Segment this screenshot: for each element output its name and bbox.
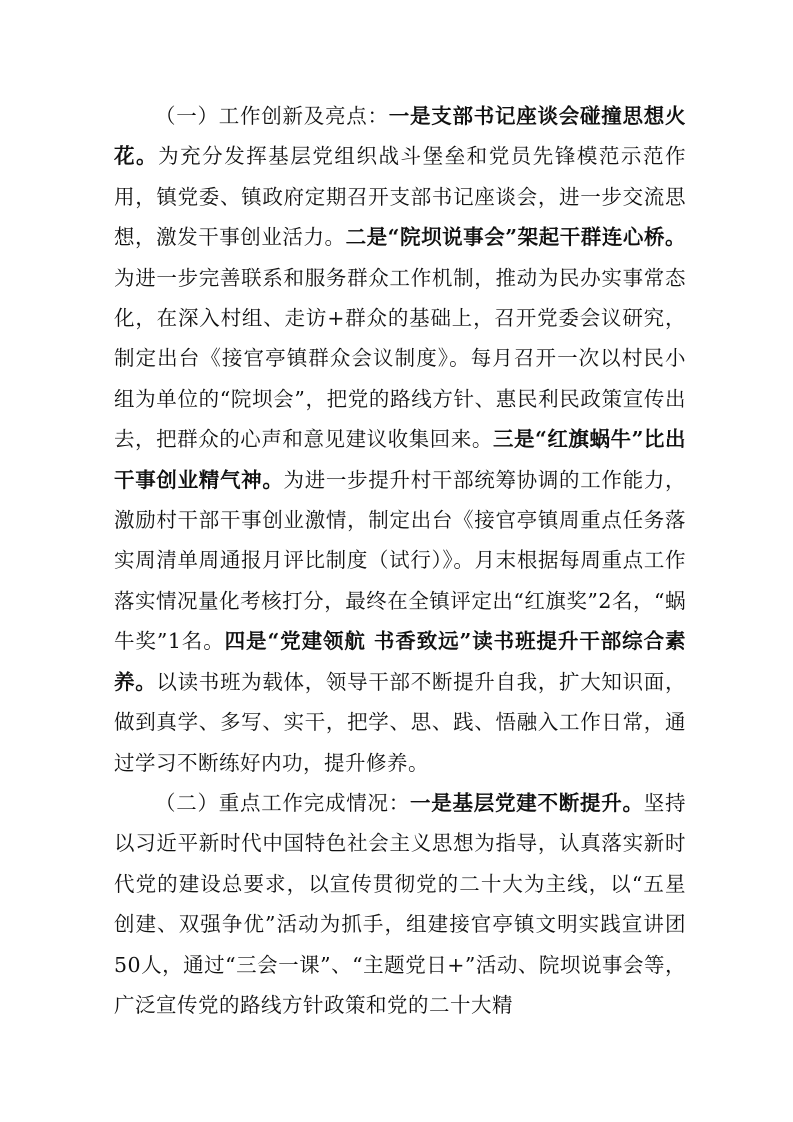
highlight-heading-4: 四是“党建领航 书香致远”读书班提升干部综合素养。 bbox=[114, 629, 686, 694]
body-text: 坚持以习近平新时代中国特色社会主义思想为指导，认真落实新时代党的建设总要求，以宣传贯彻党的二十大为主线，以“五星创建、双强争优”活动为抓手，组建接官亭镇文明实践宣讲团50人，通过“三会一课”、“主题党日+”活动、院坝说事会等，广泛宣传党的路线方针政策和党的二十大精 bbox=[114, 790, 686, 1017]
highlight-heading-1: 一是支部书记座谈会碰撞思想火花。 bbox=[114, 104, 686, 169]
body-text: 为充分发挥基层党组织战斗堡垒和党员先锋模范示范作用，镇党委、镇政府定期召开支部书记座谈会，进一步交流思想，激发干事创业活力。 bbox=[114, 144, 687, 250]
paragraph-key-work bbox=[114, 783, 686, 1025]
body-text: 以读书班为载体，领导干部不断提升自我，扩大知识面，做到真学、多写、实干，把学、思、践、悟融入工作日常，通过学习不断练好内功，提升修养。 bbox=[114, 669, 687, 775]
highlight-heading-party-building: 一是基层党建不断提升。 bbox=[410, 790, 644, 815]
document-body bbox=[114, 96, 686, 1025]
highlight-heading-3: 三是“红旗蜗牛”比出干事创业精气神。 bbox=[114, 427, 686, 492]
highlight-heading-2: 二是“院坝说事会”架起干群连心桥。 bbox=[345, 225, 686, 250]
paragraph-work-innovation bbox=[114, 96, 686, 783]
section-heading-innovation: （一）工作创新及亮点： bbox=[155, 104, 389, 128]
body-text: 为进一步完善联系和服务群众工作机制，推动为民办实事常态化，在深入村组、走访+群众的基础上，召开党委会议研究，制定出台《接官亭镇群众会议制度》。每月召开一次以村民小组为单位的“院坝会”，把党的路线方针、惠民利民政策宣传出去，把群众的心声和意见建议收集回来。 bbox=[114, 265, 686, 452]
section-heading-key-work: （二）重点工作完成情况： bbox=[155, 790, 410, 815]
body-text: 为进一步提升村干部统筹协调的工作能力，激励村干部干事创业激情，制定出台《接官亭镇周重点任务落实周清单周通报月评比制度（试行）》。月末根据每周重点工作落实情况量化考核打分，最终在全镇评定出“红旗奖”2名，“蜗牛奖”1名。 bbox=[114, 467, 687, 654]
